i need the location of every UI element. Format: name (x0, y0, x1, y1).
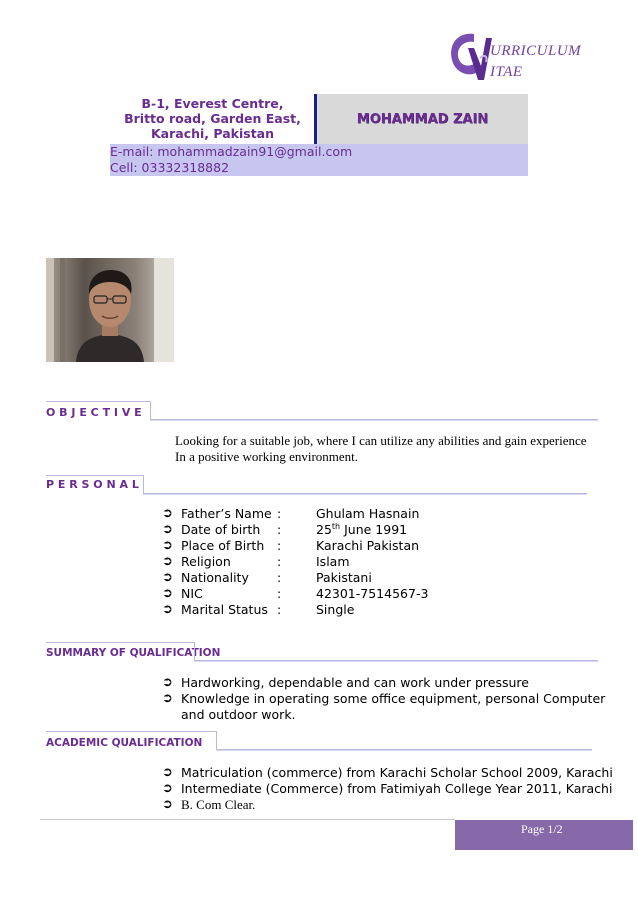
personal-label: Father’s Name (181, 506, 272, 521)
section-title-academic: ACADEMIC QUALIFICATION (46, 737, 203, 749)
profile-photo-image (46, 258, 174, 362)
section-title-summary: SUMMARY OF QUALIFICATION (46, 647, 221, 659)
address-line-1: B-1, Everest Centre, (141, 96, 284, 111)
personal-value: Pakistani (316, 570, 372, 585)
section-rule-objective (150, 419, 598, 421)
personal-value: Islam (316, 554, 350, 569)
personal-label: NIC (181, 586, 203, 601)
dob-suffix: th (331, 522, 341, 531)
personal-colon: : (277, 602, 282, 617)
cell-text: Cell: 03332318882 (110, 160, 230, 175)
personal-colon: : (277, 554, 282, 569)
arrow-right-circle-icon: ➲ (162, 675, 173, 690)
personal-colon: : (277, 570, 282, 585)
personal-label: Nationality (181, 570, 249, 585)
objective-text (175, 433, 587, 465)
personal-value (316, 522, 407, 537)
email-text: E-mail: mohammadzain91@gmail.com (110, 144, 353, 159)
section-tab-personal (46, 475, 144, 494)
arrow-right-circle-icon: ➲ (162, 797, 173, 812)
personal-value: Single (316, 602, 355, 617)
academic-item: Matriculation (commerce) from Karachi Scholar School 2009, Karachi (181, 765, 613, 780)
arrow-right-circle-icon: ➲ (162, 781, 173, 796)
name-box (317, 94, 528, 144)
summary-list (162, 675, 606, 725)
academic-list (162, 765, 613, 815)
arrow-right-circle-icon: ➲ (162, 765, 173, 780)
objective-line-1: Looking for a suitable job, where I can utilize any abilities and gain experience (175, 433, 587, 448)
personal-label: Religion (181, 554, 231, 569)
arrow-right-circle-icon: ➲ (162, 570, 173, 585)
address-block (110, 96, 315, 141)
profile-photo (46, 258, 174, 362)
personal-colon: : (277, 522, 282, 537)
personal-label: Place of Birth (181, 538, 265, 553)
personal-colon: : (277, 538, 282, 553)
personal-value: Karachi Pakistan (316, 538, 420, 553)
section-title-objective: O B J E C T I V E (46, 406, 142, 419)
address-line-2: Britto road, Garden East, (124, 111, 301, 126)
section-rule-academic (216, 749, 592, 751)
logo-text-vitae: ITAE (490, 64, 523, 80)
section-tab-objective (46, 401, 151, 420)
personal-label: Marital Status (181, 602, 268, 617)
personal-colon: : (277, 586, 282, 601)
summary-item: Knowledge in operating some office equipment, personal Computer (181, 691, 606, 706)
dob-rest: June 1991 (340, 522, 408, 538)
section-rule-summary (194, 660, 598, 662)
arrow-right-circle-icon: ➲ (162, 602, 173, 617)
academic-item: B. Com Clear. (181, 797, 256, 812)
page-number: Page 1/2 (521, 822, 563, 836)
candidate-name: MOHAMMAD ZAIN (356, 111, 489, 127)
section-rule-personal (143, 493, 587, 495)
address-line-3: Karachi, Pakistan (150, 126, 275, 141)
arrow-right-circle-icon: ➲ (162, 691, 173, 706)
summary-item: Hardworking, dependable and can work under pressure (181, 675, 529, 690)
arrow-right-circle-icon: ➲ (162, 554, 173, 569)
contact-box (110, 144, 528, 176)
personal-value: 42301-7514567-3 (316, 586, 429, 601)
arrow-right-circle-icon: ➲ (162, 538, 173, 553)
section-title-personal: P E R S O N A L (46, 478, 139, 491)
footer-rule (40, 819, 455, 820)
section-tab-summary (46, 642, 195, 661)
arrow-right-circle-icon: ➲ (162, 522, 173, 537)
personal-label: Date of birth (181, 522, 261, 537)
logo-text-curriculum: URRICULUM (490, 43, 582, 59)
dob-day: 25 (316, 522, 332, 538)
personal-value: Ghulam Hasnain (316, 506, 420, 521)
arrow-right-circle-icon: ➲ (162, 506, 173, 521)
personal-colon: : (277, 506, 282, 521)
personal-details-list (162, 506, 462, 621)
objective-line-2: In a positive working environment. (175, 449, 359, 464)
section-tab-academic (46, 731, 217, 750)
summary-item: and outdoor work. (181, 707, 296, 722)
academic-item: Intermediate (Commerce) from Fatimiyah College Year 2011, Karachi (181, 781, 613, 796)
arrow-right-circle-icon: ➲ (162, 586, 173, 601)
